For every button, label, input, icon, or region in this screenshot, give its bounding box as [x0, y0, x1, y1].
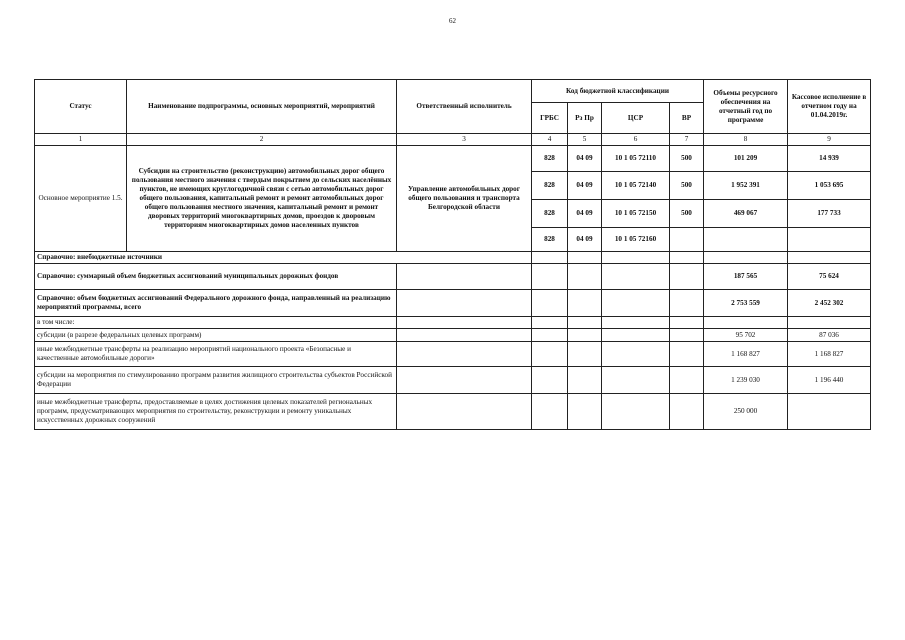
table-row [35, 342, 871, 367]
table-row [35, 252, 871, 264]
extra-row-label: в том числе: [35, 317, 397, 329]
csr-cell: 10 1 05 72110 [602, 146, 670, 172]
header-budget-code: Код бюджетной классификации [532, 80, 704, 103]
table-row [35, 329, 871, 342]
main-event-name: Субсидии на строительство (реконструкцию) автомобильных дорог общего пользования местного значения с твердым покрытием до сельских населённых пунктов, не имеющих круглогодичной связи с сетью автомобильных дорог общего пользования, капитальный ремонт и ремонт автомобильных дорог общего пользования местного значения, капитальный ремонт и ремонт дворовых территорий многоквартирных домов, проездов к дворовым территориям многоквартирных домов населенных пунктов [127, 146, 397, 252]
grbs-cell: 828 [532, 228, 568, 252]
header-status: Статус [35, 80, 127, 134]
col-number: 9 [788, 134, 871, 146]
cash-cell: 1 053 695 [788, 172, 871, 200]
header-vr: ВР [670, 103, 704, 134]
cash-cell: 87 036 [788, 329, 871, 342]
rz-pr-cell: 04 09 [568, 228, 602, 252]
cash-cell: 14 939 [788, 146, 871, 172]
volume-cell: 101 209 [704, 146, 788, 172]
volume-cell: 469 067 [704, 200, 788, 228]
volume-cell: 1 952 391 [704, 172, 788, 200]
volume-cell: 187 565 [704, 264, 788, 290]
cash-cell: 75 624 [788, 264, 871, 290]
volume-cell [704, 228, 788, 252]
volume-cell [704, 317, 788, 329]
main-event-status: Основное мероприятие 1.5. [35, 146, 127, 252]
header-volumes: Объемы ресурсного обеспечения на отчетный год по программе [704, 80, 788, 134]
header-grbs: ГРБС [532, 103, 568, 134]
main-event-responsible: Управление автомобильных дорог общего пользования и транспорта Белгородской области [397, 146, 532, 252]
cash-cell: 177 733 [788, 200, 871, 228]
table-row [35, 394, 871, 430]
col-number: 8 [704, 134, 788, 146]
volume-cell: 2 753 559 [704, 290, 788, 317]
col-number: 7 [670, 134, 704, 146]
budget-table [34, 79, 871, 430]
col-number: 1 [35, 134, 127, 146]
cash-cell [788, 252, 871, 264]
cash-cell [788, 394, 871, 430]
rz-pr-cell: 04 09 [568, 172, 602, 200]
extra-row-label: Справочно: объем бюджетных ассигнований Федерального дорожного фонда, направленный на реализацию мероприятий программы, всего [35, 290, 397, 317]
header-rz-pr: Рз Пр [568, 103, 602, 134]
header-csr: ЦСР [602, 103, 670, 134]
table-row [35, 146, 871, 172]
table-row [35, 290, 871, 317]
extra-row-label: субсидии на мероприятия по стимулированию программ развития жилищного строительства субъектов Российской Федерации [35, 367, 397, 394]
col-number: 3 [397, 134, 532, 146]
col-number: 2 [127, 134, 397, 146]
cash-cell [788, 228, 871, 252]
csr-cell: 10 1 05 72150 [602, 200, 670, 228]
cash-cell: 1 196 440 [788, 367, 871, 394]
cash-cell [788, 317, 871, 329]
extra-row-label: субсидии (в разрезе федеральных целевых программ) [35, 329, 397, 342]
col-number: 4 [532, 134, 568, 146]
volume-cell: 1 168 827 [704, 342, 788, 367]
table-row [35, 367, 871, 394]
cash-cell: 1 168 827 [788, 342, 871, 367]
vr-cell [670, 228, 704, 252]
grbs-cell: 828 [532, 200, 568, 228]
vr-cell: 500 [670, 172, 704, 200]
extra-row-label: Справочно: суммарный объем бюджетных ассигнований муниципальных дорожных фондов [35, 264, 397, 290]
table-row [35, 264, 871, 290]
cash-cell: 2 452 302 [788, 290, 871, 317]
csr-cell: 10 1 05 72160 [602, 228, 670, 252]
header-cash: Кассовое исполнение в отчетном году на 01.04.2019г. [788, 80, 871, 134]
header-name: Наименование подпрограммы, основных мероприятий, мероприятий [127, 80, 397, 134]
vr-cell: 500 [670, 200, 704, 228]
header-responsible: Ответственный исполнитель [397, 80, 532, 134]
col-number: 6 [602, 134, 670, 146]
rz-pr-cell: 04 09 [568, 146, 602, 172]
extra-row-label: иные межбюджетные трансферты на реализацию мероприятий национального проекта «Безопасные и качественные автомобильные дороги» [35, 342, 397, 367]
extra-row-label: Справочно: внебюджетные источники [35, 252, 532, 264]
page-number: 62 [449, 17, 456, 25]
col-number: 5 [568, 134, 602, 146]
csr-cell: 10 1 05 72140 [602, 172, 670, 200]
volume-cell [704, 252, 788, 264]
grbs-cell: 828 [532, 146, 568, 172]
column-number-row [35, 134, 871, 146]
volume-cell: 250 000 [704, 394, 788, 430]
rz-pr-cell: 04 09 [568, 200, 602, 228]
table-row [35, 317, 871, 329]
grbs-cell: 828 [532, 172, 568, 200]
vr-cell: 500 [670, 146, 704, 172]
volume-cell: 1 239 030 [704, 367, 788, 394]
extra-row-label: иные межбюджетные трансферты, предоставляемые в целях достижения целевых показателей региональных программ, предусматривающих мероприятия по строительству, реконструкции и ремонту уникальных искусственных дорожных сооружений [35, 394, 397, 430]
volume-cell: 95 702 [704, 329, 788, 342]
